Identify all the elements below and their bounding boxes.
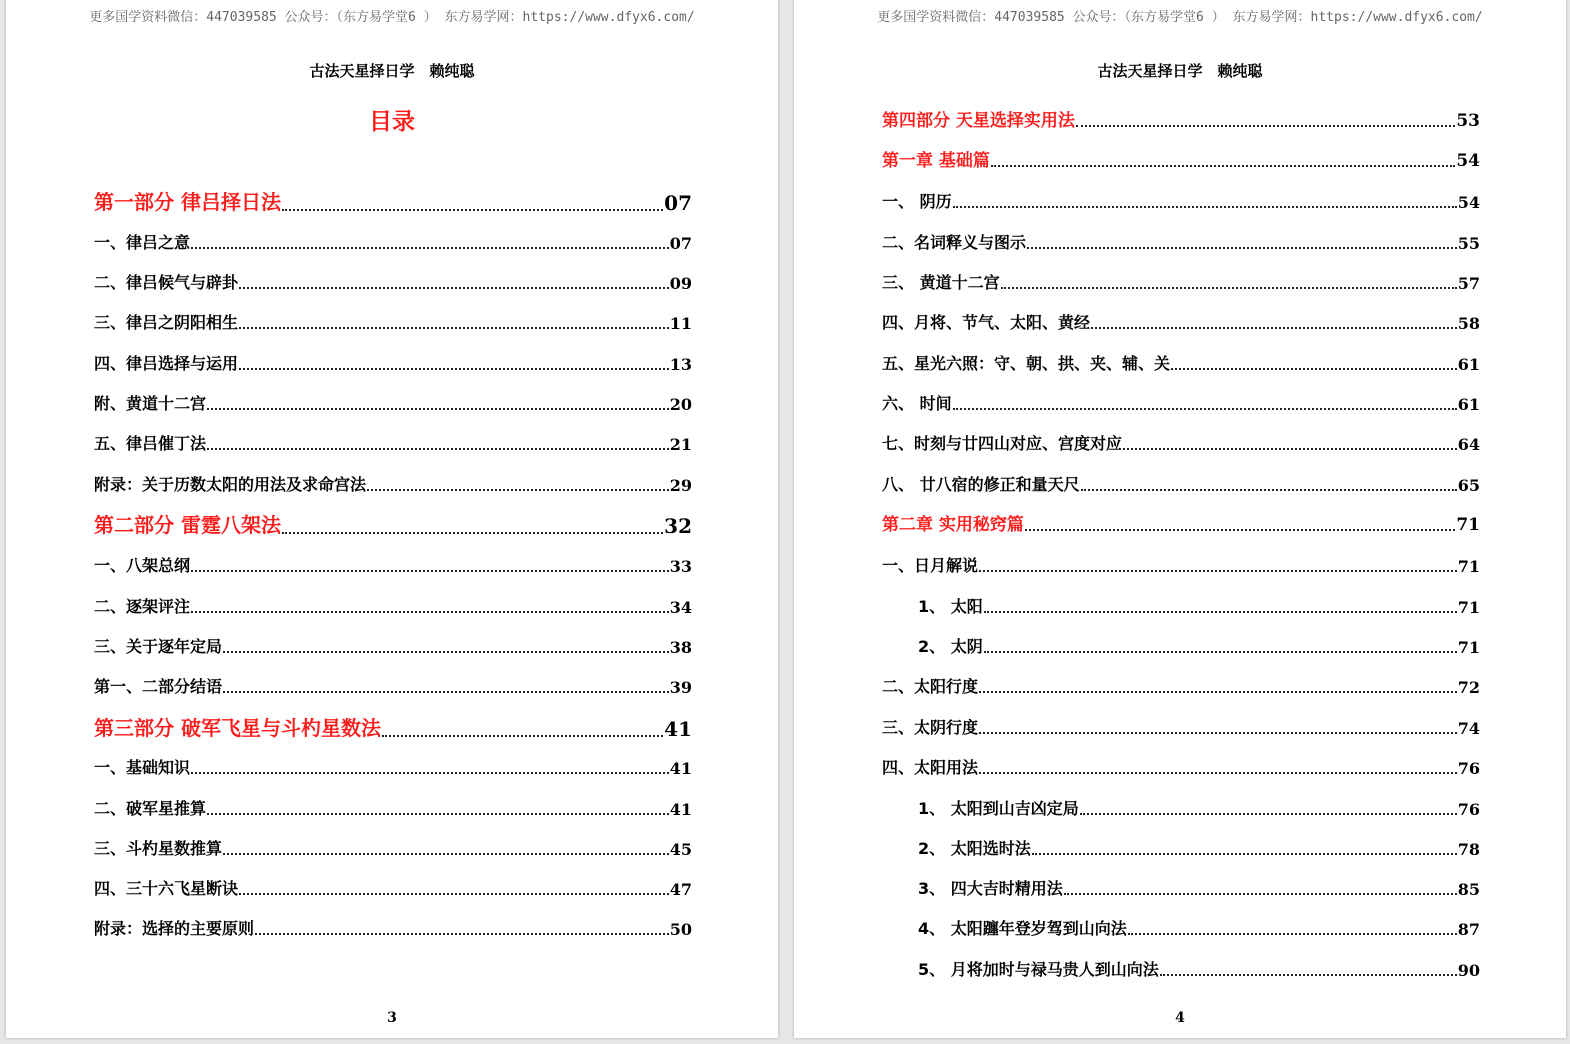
leader-dots [1081, 488, 1457, 491]
toc-entry-label: 二、名词释义与图示 [882, 233, 1027, 252]
leader-dots [1001, 286, 1457, 289]
toc-entry[interactable] [94, 229, 692, 253]
toc-entry-page: 41 [664, 717, 692, 741]
toc-entry-label: 第一部分 律吕择日法 [94, 190, 281, 214]
toc-entry[interactable] [94, 269, 692, 293]
toc-entry-page: 71 [1456, 515, 1480, 535]
toc-entry-page: 61 [1457, 395, 1480, 414]
leader-dots [191, 569, 669, 572]
toc-entry-label: 三、太阴行度 [882, 718, 979, 737]
toc-entry[interactable] [94, 471, 692, 495]
toc-entry-label: 四、律吕选择与运用 [94, 354, 239, 373]
toc-entry[interactable] [882, 714, 1480, 738]
toc-entry-label: 四、三十六飞星断诀 [94, 879, 239, 898]
book-title: 古法天星择日学 赖纯聪 [309, 62, 475, 80]
leader-dots [1091, 326, 1457, 329]
toc-entry-page: 85 [1457, 880, 1480, 899]
leader-dots [223, 852, 669, 855]
toc-entry[interactable] [882, 269, 1480, 293]
toc-entry-label: 第一、二部分结语 [94, 677, 223, 696]
toc-entry-page: 71 [1457, 557, 1480, 576]
toc-entry-label: 第三部分 破军飞星与斗杓星数法 [94, 716, 381, 740]
toc-entry-page: 33 [669, 557, 692, 576]
toc-entry-chapter[interactable] [882, 511, 1480, 535]
toc-entry-page: 71 [1457, 638, 1480, 657]
toc-entry[interactable] [882, 309, 1480, 333]
toc-entry-page: 13 [669, 355, 692, 374]
toc-entry-page: 76 [1457, 800, 1480, 819]
toc-entry-label: 二、律吕候气与辟卦 [94, 273, 239, 292]
leader-dots [984, 610, 1457, 613]
toc-entry-page: 11 [669, 314, 692, 333]
toc-entry-page: 71 [1457, 598, 1480, 617]
page-4 [794, 0, 1566, 1038]
leader-dots [382, 734, 663, 737]
toc-entry-label: 第一章 基础篇 [882, 151, 990, 171]
toc-entry-page: 90 [1457, 961, 1480, 980]
toc-entry-label: 三、律吕之阴阳相生 [94, 313, 239, 332]
toc-entry-label: 1、 太阳到山吉凶定局 [918, 799, 1079, 818]
toc-entry-page: 87 [1457, 920, 1480, 939]
toc-entry-page: 38 [669, 638, 692, 657]
toc-entry-part[interactable] [94, 510, 692, 538]
toc-entry[interactable] [94, 795, 692, 819]
toc-entry-label: 五、律吕催丁法 [94, 434, 207, 453]
leader-dots [255, 932, 669, 935]
toc-entry-page: 55 [1457, 234, 1480, 253]
watermark-text: 更多国学资料微信：447039585 公众号：（东方易学堂6 ） 东方易学网：https://www.dfyx6.com/ [877, 10, 1483, 25]
toc-entry-page: 45 [669, 840, 692, 859]
leader-dots [1064, 892, 1457, 895]
toc-entry-sub[interactable] [918, 835, 1480, 859]
toc-entry[interactable] [882, 754, 1480, 778]
toc-entry[interactable] [94, 390, 692, 414]
leader-dots [191, 610, 669, 613]
toc-entry-label: 四、太阳用法 [882, 758, 979, 777]
leader-dots [191, 246, 669, 249]
toc-entry-page: 39 [669, 678, 692, 697]
toc-entry-label: 一、 阴历 [882, 192, 952, 211]
toc-entry-page: 64 [1457, 435, 1480, 454]
leader-dots [207, 407, 669, 410]
toc-entry-label: 八、 廿八宿的修正和量天尺 [882, 475, 1080, 494]
leader-dots [953, 205, 1457, 208]
toc-entry-page: 58 [1457, 314, 1480, 333]
toc-entry-label: 5、 月将加时与禄马贵人到山向法 [918, 960, 1159, 979]
toc-entry-page: 54 [1457, 193, 1480, 212]
toc-entry-label: 第二部分 雷霆八架法 [94, 513, 281, 537]
leader-dots [979, 690, 1457, 693]
toc-entry-label: 一、八架总纲 [94, 556, 191, 575]
toc-entry-page: 07 [669, 234, 692, 253]
toc-heading: 目录 [369, 109, 415, 135]
toc-entry-label: 1、 太阳 [918, 597, 983, 616]
toc-entry-label: 二、逐架评注 [94, 597, 191, 616]
leader-dots [1128, 932, 1457, 935]
toc-entry-page: 34 [669, 598, 692, 617]
leader-dots [1025, 528, 1455, 531]
toc-entry-page: 53 [1456, 111, 1480, 131]
toc-entry-page: 65 [1457, 476, 1480, 495]
toc-entry[interactable] [94, 915, 692, 939]
toc-entry[interactable] [94, 593, 692, 617]
toc-entry[interactable] [94, 309, 692, 333]
toc-entry-page: 21 [669, 435, 692, 454]
toc-entry-sub[interactable] [918, 915, 1480, 939]
toc-entry[interactable] [882, 552, 1480, 576]
toc-entry-label: 一、律吕之意 [94, 233, 191, 252]
toc-entry-label: 四、月将、节气、太阳、黄经 [882, 313, 1091, 332]
toc-entry-label: 二、破军星推算 [94, 799, 207, 818]
leader-dots [979, 771, 1457, 774]
leader-dots [1080, 812, 1457, 815]
leader-dots [239, 367, 669, 370]
toc-entry[interactable] [882, 188, 1480, 212]
leader-dots [239, 892, 669, 895]
toc-entry-label: 七、时刻与廿四山对应、宫度对应 [882, 434, 1123, 453]
toc-entry-page: 54 [1456, 151, 1480, 171]
leader-dots [239, 326, 669, 329]
toc-entry-page: 50 [669, 920, 692, 939]
toc-entry[interactable] [94, 350, 692, 374]
toc-entry[interactable] [882, 430, 1480, 454]
leader-dots [1027, 246, 1457, 249]
leader-dots [282, 531, 663, 534]
leader-dots [223, 650, 669, 653]
toc-entry[interactable] [94, 835, 692, 859]
leader-dots [367, 488, 669, 491]
watermark-text: 更多国学资料微信：447039585 公众号：（东方易学堂6 ） 东方易学网：https://www.dfyx6.com/ [89, 10, 695, 25]
toc-entry-label: 五、星光六照：守、朝、拱、夹、辅、关 [882, 354, 1171, 373]
toc-entry-sub[interactable] [918, 593, 1480, 617]
leader-dots [1076, 124, 1455, 127]
toc-entry-page: 29 [669, 476, 692, 495]
toc-entry-label: 一、基础知识 [94, 758, 191, 777]
leader-dots [282, 208, 663, 211]
toc-entry[interactable] [882, 350, 1480, 374]
toc-entry-label: 第二章 实用秘窍篇 [882, 515, 1024, 535]
toc-entry[interactable] [94, 633, 692, 657]
toc-entry[interactable] [882, 471, 1480, 495]
toc-entry-label: 三、斗杓星数推算 [94, 839, 223, 858]
toc-entry-page: 47 [669, 880, 692, 899]
leader-dots [979, 569, 1457, 572]
toc-entry-page: 72 [1457, 678, 1480, 697]
toc-entry[interactable] [94, 430, 692, 454]
toc-entry-page: 76 [1457, 759, 1480, 778]
toc-entry-page: 74 [1457, 719, 1480, 738]
toc-entry-label: 附、黄道十二宫 [94, 394, 207, 413]
toc-entry-part[interactable] [882, 107, 1480, 131]
toc-entry-part[interactable] [94, 713, 692, 741]
page-number: 4 [1175, 1010, 1185, 1026]
page-3 [6, 0, 778, 1038]
toc-entry-label: 附录：选择的主要原则 [94, 919, 255, 938]
toc-entry-chapter[interactable] [882, 147, 1480, 171]
toc-entry-label: 3、 四大吉时精用法 [918, 879, 1063, 898]
leader-dots [1171, 367, 1457, 370]
leader-dots [223, 690, 669, 693]
toc-entry[interactable] [94, 552, 692, 576]
toc-entry-label: 4、 太阳躔年登岁驾到山向法 [918, 919, 1127, 938]
toc-entry-page: 78 [1457, 840, 1480, 859]
toc-entry-page: 61 [1457, 355, 1480, 374]
leader-dots [239, 286, 669, 289]
leader-dots [191, 771, 669, 774]
leader-dots [953, 407, 1457, 410]
toc-entry-label: 一、日月解说 [882, 556, 979, 575]
toc-entry-page: 09 [669, 274, 692, 293]
toc-entry-label: 2、 太阴 [918, 637, 983, 656]
toc-entry-page: 20 [669, 395, 692, 414]
toc-entry[interactable] [94, 754, 692, 778]
leader-dots [207, 447, 669, 450]
toc-entry-label: 三、关于逐年定局 [94, 637, 223, 656]
toc-entry-page: 32 [664, 514, 692, 538]
toc-entry[interactable] [94, 673, 692, 697]
leader-dots [1160, 973, 1457, 976]
toc-entry-label: 二、太阳行度 [882, 677, 979, 696]
toc-entry[interactable] [882, 229, 1480, 253]
toc-entry-page: 41 [669, 800, 692, 819]
toc-entry[interactable] [94, 875, 692, 899]
toc-entry-label: 六、 时间 [882, 394, 952, 413]
toc-entry-label: 2、 太阳选时法 [918, 839, 1031, 858]
toc-entry[interactable] [882, 390, 1480, 414]
book-title: 古法天星择日学 赖纯聪 [1097, 62, 1263, 80]
toc-entry-sub[interactable] [918, 875, 1480, 899]
toc-entry-sub[interactable] [918, 633, 1480, 657]
page-number: 3 [387, 1010, 397, 1026]
toc-entry-label: 附录：关于历数太阳的用法及求命宫法 [94, 475, 367, 494]
leader-dots [979, 731, 1457, 734]
toc-entry-page: 07 [664, 191, 692, 215]
leader-dots [1032, 852, 1457, 855]
leader-dots [1123, 447, 1457, 450]
toc-entry-part[interactable] [94, 187, 692, 215]
toc-entry-sub[interactable] [918, 956, 1480, 980]
toc-entry-page: 41 [669, 759, 692, 778]
leader-dots [984, 650, 1457, 653]
leader-dots [207, 812, 669, 815]
toc-entry-sub[interactable] [918, 795, 1480, 819]
leader-dots [991, 164, 1455, 167]
toc-entry[interactable] [882, 673, 1480, 697]
toc-entry-label: 第四部分 天星选择实用法 [882, 111, 1075, 131]
toc-entry-label: 三、 黄道十二宫 [882, 273, 1000, 292]
toc-entry-page: 57 [1457, 274, 1480, 293]
